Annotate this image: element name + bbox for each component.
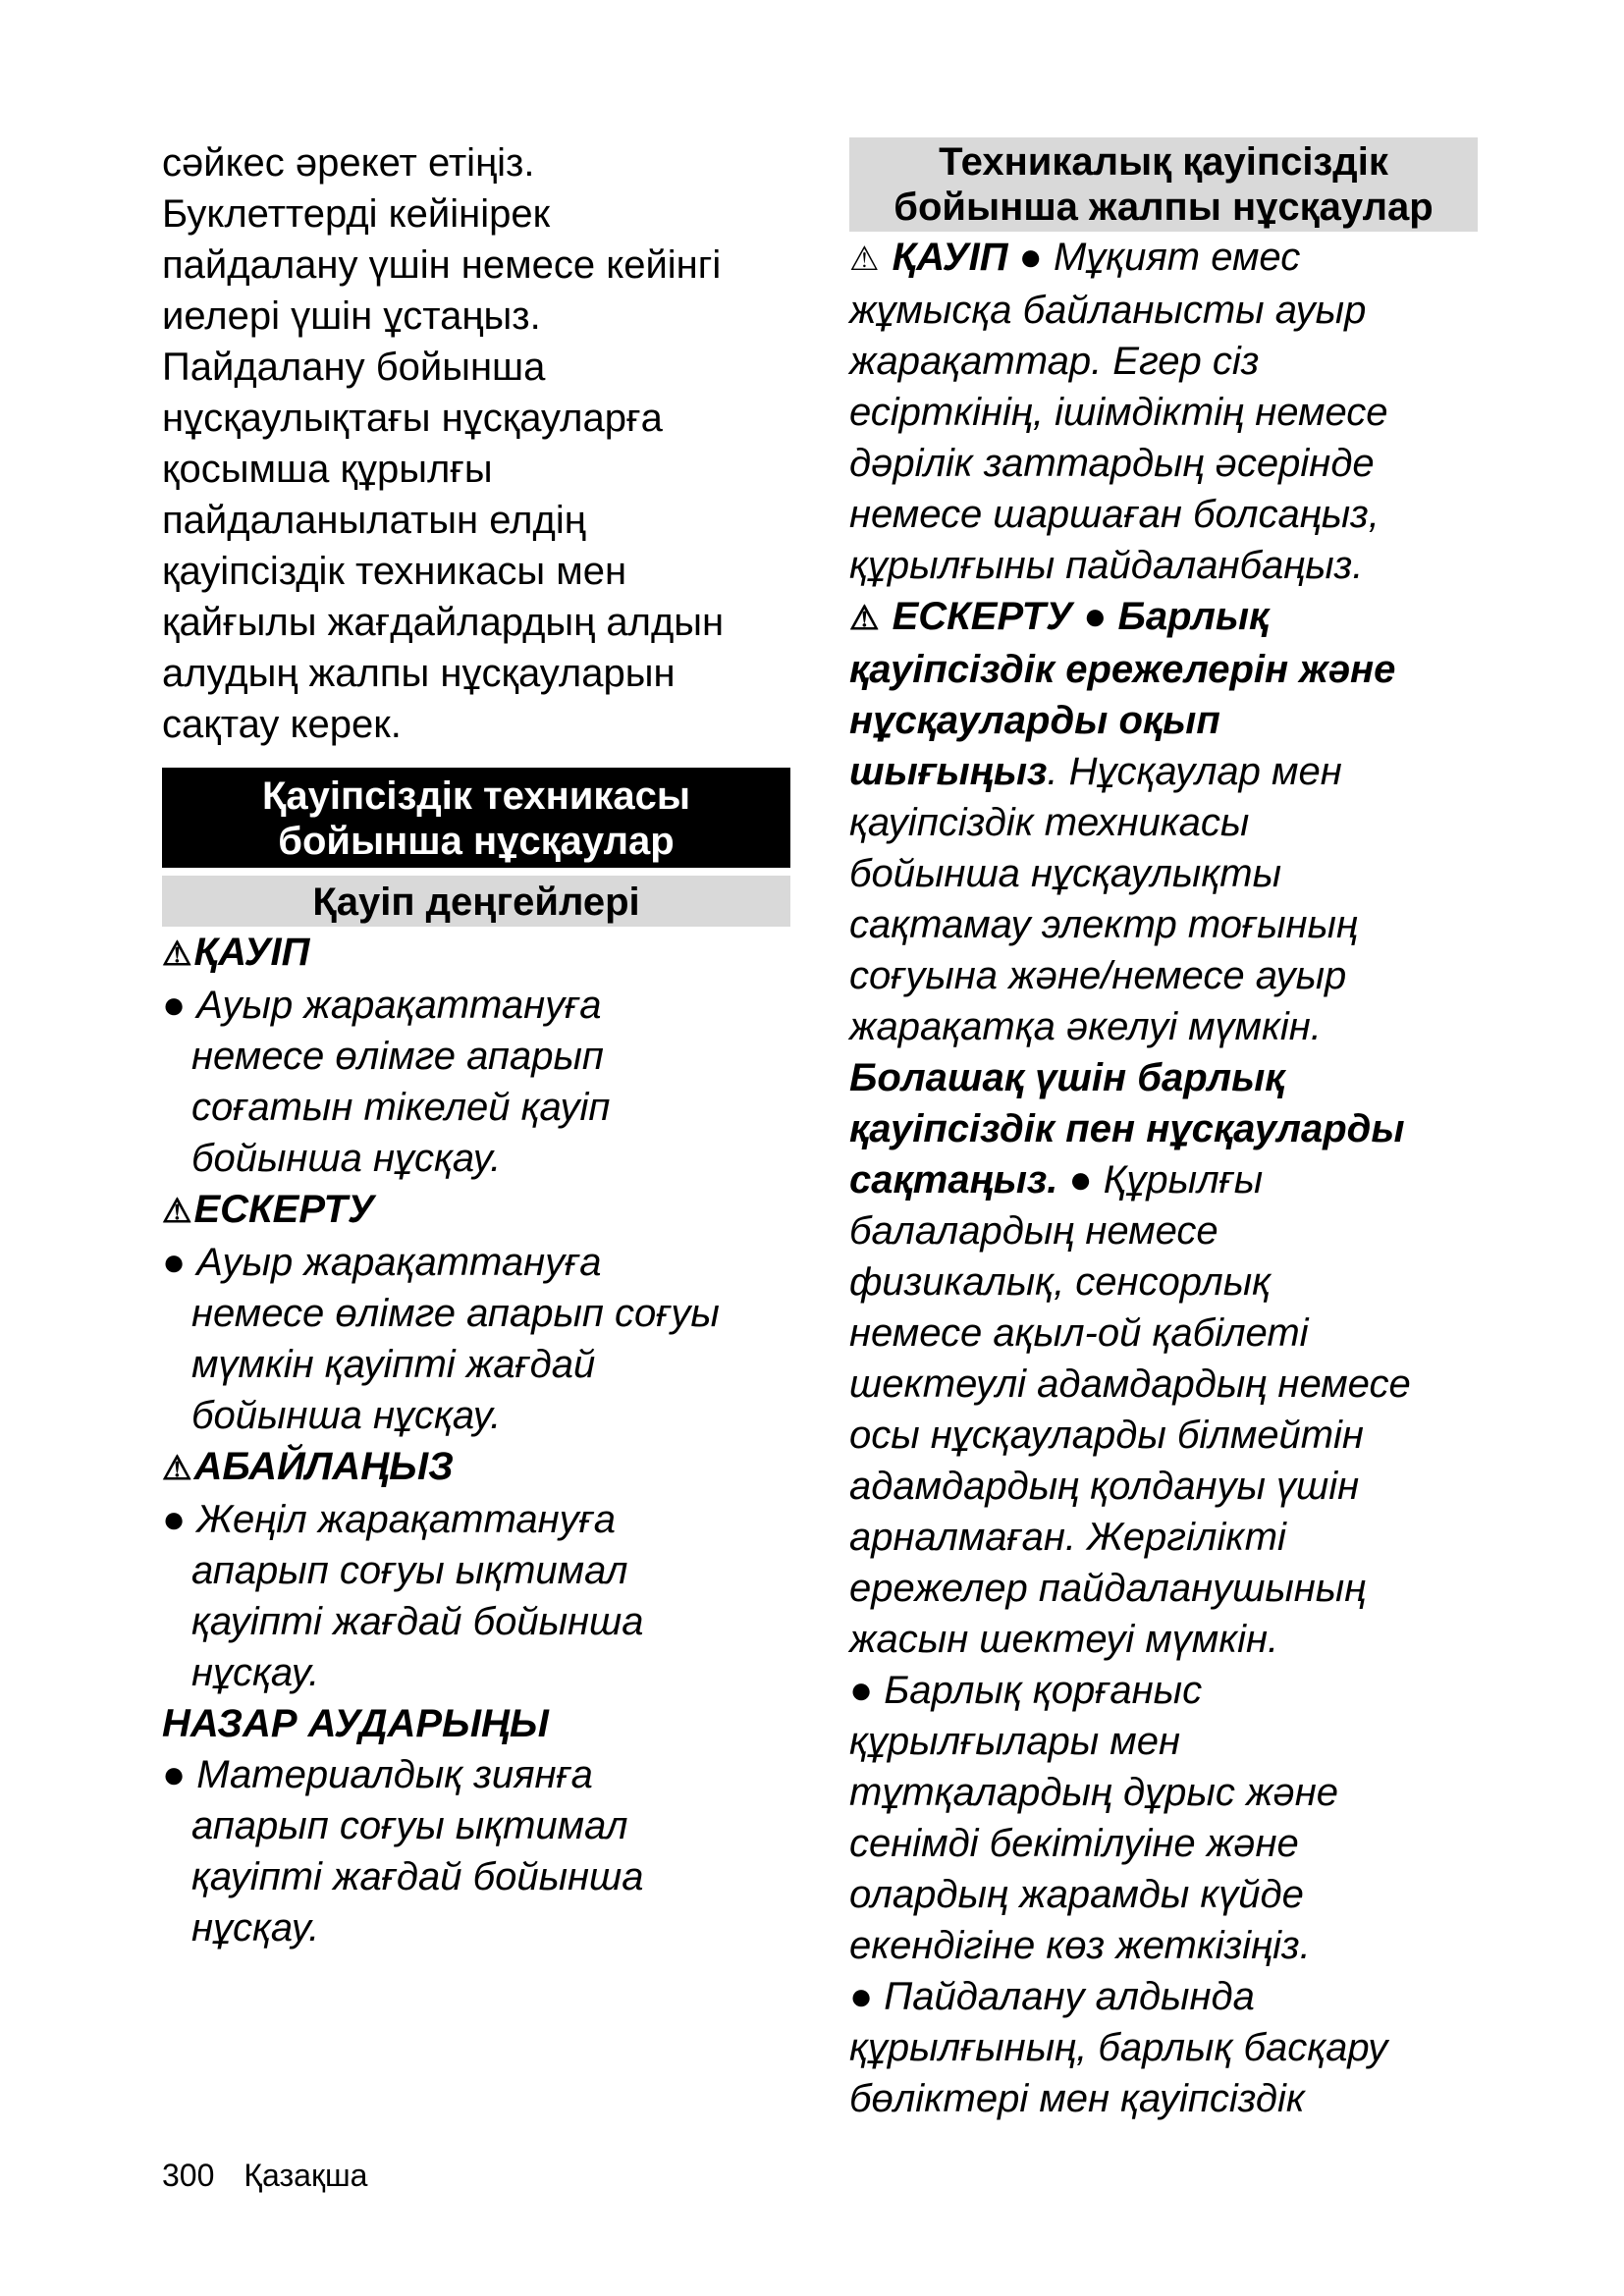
text-line: Пайдалану бойынша: [162, 346, 546, 389]
text-line: нұсқаулықтағы нұсқауларға: [162, 397, 663, 440]
text-line: ● Пайдалану алдында: [849, 1975, 1255, 2018]
text-line: қайғылы жағдайлардың алдын: [162, 601, 725, 644]
hazard-title: [162, 1441, 790, 1494]
hazard-title-text: НАЗАР АУДАРЫҢЫ: [162, 1702, 549, 1745]
section-header-line: бойынша нұсқаулар: [278, 820, 675, 863]
text-line: дәрілік заттардың әсерінде: [849, 442, 1375, 485]
text-line: ● Материалдық зиянға: [162, 1753, 593, 1796]
text-line: ● Ауыр жарақаттануға: [162, 1241, 602, 1284]
before-use-paragraph: [849, 1971, 1478, 2124]
text-line: жарақатқа әкелуі мүмкін.: [849, 1005, 1322, 1048]
text-line: тұтқалардың дұрыс және: [849, 1771, 1338, 1814]
warning-triangle-icon: ⚠: [162, 1450, 192, 1487]
text-line: есірткінің, ішімдіктің немесе: [849, 391, 1388, 434]
warning-triangle-icon: ⚠: [849, 600, 880, 637]
text-line: ● Жеңіл жарақаттануға: [162, 1498, 616, 1541]
text-line: осы нұсқауларды білмейтін: [849, 1414, 1364, 1457]
text-line: нұсқауларды оқып: [849, 699, 1220, 742]
text-line: [849, 1154, 1478, 1205]
text-line: нұсқау.: [191, 1906, 320, 1949]
text-line: соғуына және/немесе ауыр: [849, 954, 1347, 997]
right-column: [849, 137, 1478, 2124]
text-line: қауіпсіздік техникасы мен: [162, 550, 627, 593]
bold-text: шығыңыз: [849, 750, 1048, 793]
text-line: құрылғыны пайдаланбаңыз.: [849, 544, 1364, 587]
section-header-general-safety: [849, 137, 1478, 232]
text-line: құрылғының, барлық басқару: [849, 2026, 1388, 2069]
text-line: физикалық, сенсорлық: [849, 1260, 1272, 1304]
text-line: апарып соғуы ықтимал: [191, 1804, 628, 1847]
text-line: ● Барлық қорғаныс: [849, 1669, 1203, 1712]
text-line: алудың жалпы нұсқауларын: [162, 652, 676, 695]
text-line: [849, 746, 1478, 797]
text-line: мүмкін қауіпті жағдай: [191, 1343, 596, 1386]
text-line: адамдардың қолдануы үшін: [849, 1465, 1360, 1508]
text-line: бойынша нұсқау.: [191, 1137, 502, 1180]
text-line: бойынша нұсқау.: [191, 1394, 502, 1437]
bold-text: сақтаңыз.: [849, 1158, 1058, 1201]
text-line: құрылғылары мен: [849, 1720, 1180, 1763]
text-line: қауіпті жағдай бойынша: [191, 1600, 644, 1643]
text-line: қосымша құрылғы: [162, 448, 493, 491]
text-line: бойынша нұсқаулықты: [849, 852, 1281, 895]
text-line: шектеулі адамдардың немесе: [849, 1362, 1411, 1406]
text-line: Болашақ үшін барлық: [849, 1056, 1285, 1099]
text-line: қауіпсіздік техникасы: [849, 801, 1250, 844]
text-line: сәйкес әрекет етіңіз.: [162, 141, 535, 185]
text-line: ● Ауыр жарақаттануға: [162, 984, 602, 1027]
text-line: немесе шаршаған болсаңыз,: [849, 493, 1380, 536]
hazard-title: [162, 1184, 790, 1237]
danger-title: ҚАУІП: [892, 236, 1008, 279]
text-line: соғатын тікелей қауіп: [191, 1086, 611, 1129]
warning-triangle-icon: ⚠: [162, 1193, 192, 1230]
hazard-level-notice: [162, 1698, 790, 1953]
hazard-title-text: ЕСКЕРТУ: [193, 1188, 374, 1231]
text-line: сенімді бекітілуіне және: [849, 1822, 1299, 1865]
page-footer: [162, 2158, 397, 2194]
page-number: 300: [162, 2158, 215, 2193]
hazard-title-text: ҚАУІП: [193, 931, 310, 974]
regular-text: . Нұсқаулар мен: [1047, 750, 1342, 793]
hazard-level-caution: [162, 1441, 790, 1698]
text-line: пайдаланылатын елдің: [162, 499, 586, 542]
keep-instructions-paragraph: [849, 1052, 1478, 1665]
text-line: нұсқау.: [191, 1651, 320, 1694]
section-header-line: Техникалық қауіпсіздік: [939, 140, 1388, 184]
text-line: қауіпті жағдай бойынша: [191, 1855, 644, 1898]
warning-triangle-icon: ⚠: [162, 935, 192, 973]
warning-text: ● Барлық: [1083, 595, 1270, 638]
text-line: сақтау керек.: [162, 703, 402, 746]
regular-text: ● Құрылғы: [1057, 1158, 1264, 1201]
section-header-line: Қауіпсіздік техникасы: [261, 774, 691, 818]
warning-paragraph: [849, 591, 1478, 1052]
protection-paragraph: [849, 1665, 1478, 1971]
section-header-line: бойынша жалпы нұсқаулар: [893, 186, 1434, 229]
text-line: арналмаған. Жергілікті: [849, 1516, 1286, 1559]
warning-title: ЕСКЕРТУ: [892, 595, 1073, 638]
text-line: немесе өлімге апарып соғуы: [191, 1292, 720, 1335]
text-line: қауіпсіздік пен нұсқауларды: [849, 1107, 1405, 1150]
text-line: [849, 232, 1478, 285]
footer-language: Қазақша: [244, 2158, 368, 2193]
text-line: екендігіне көз жеткізіңіз.: [849, 1924, 1311, 1967]
text-line: бөліктері мен қауіпсіздік: [849, 2077, 1305, 2120]
text-line: апарып соғуы ықтимал: [191, 1549, 628, 1592]
text-line: Буклеттерді кейінірек: [162, 192, 551, 236]
intro-paragraph: [162, 137, 790, 750]
text-line: пайдалану үшін немесе кейінгі: [162, 243, 722, 287]
hazard-title-text: АБАЙЛАҢЫЗ: [193, 1445, 454, 1488]
left-column: [162, 137, 790, 1953]
danger-text: ● Мұқият емес: [1018, 236, 1301, 279]
text-line: иелері үшін ұстаңыз.: [162, 294, 541, 338]
text-line: қауіпсіздік ережелерін және: [849, 648, 1396, 691]
section-header-safety: [162, 768, 790, 868]
subheader-hazard-levels: Қауіп деңгейлері: [162, 876, 790, 927]
text-line: балалардың немесе: [849, 1209, 1218, 1253]
text-line: немесе ақыл-ой қабілеті: [849, 1311, 1309, 1355]
text-line: [849, 591, 1478, 644]
text-line: немесе өлімге апарып: [191, 1035, 604, 1078]
text-line: сақтамау электр тоғының: [849, 903, 1358, 946]
text-line: жарақаттар. Егер сіз: [849, 340, 1260, 383]
danger-paragraph: [849, 232, 1478, 591]
hazard-level-danger: [162, 927, 790, 1184]
text-line: жасын шектеуі мүмкін.: [849, 1618, 1279, 1661]
text-line: жұмысқа байланысты ауыр: [849, 289, 1367, 332]
text-line: ережелер пайдаланушының: [849, 1567, 1367, 1610]
text-line: олардың жарамды күйде: [849, 1873, 1304, 1916]
hazard-title: [162, 927, 790, 980]
hazard-level-warning: [162, 1184, 790, 1441]
warning-triangle-icon: ⚠: [849, 240, 880, 278]
